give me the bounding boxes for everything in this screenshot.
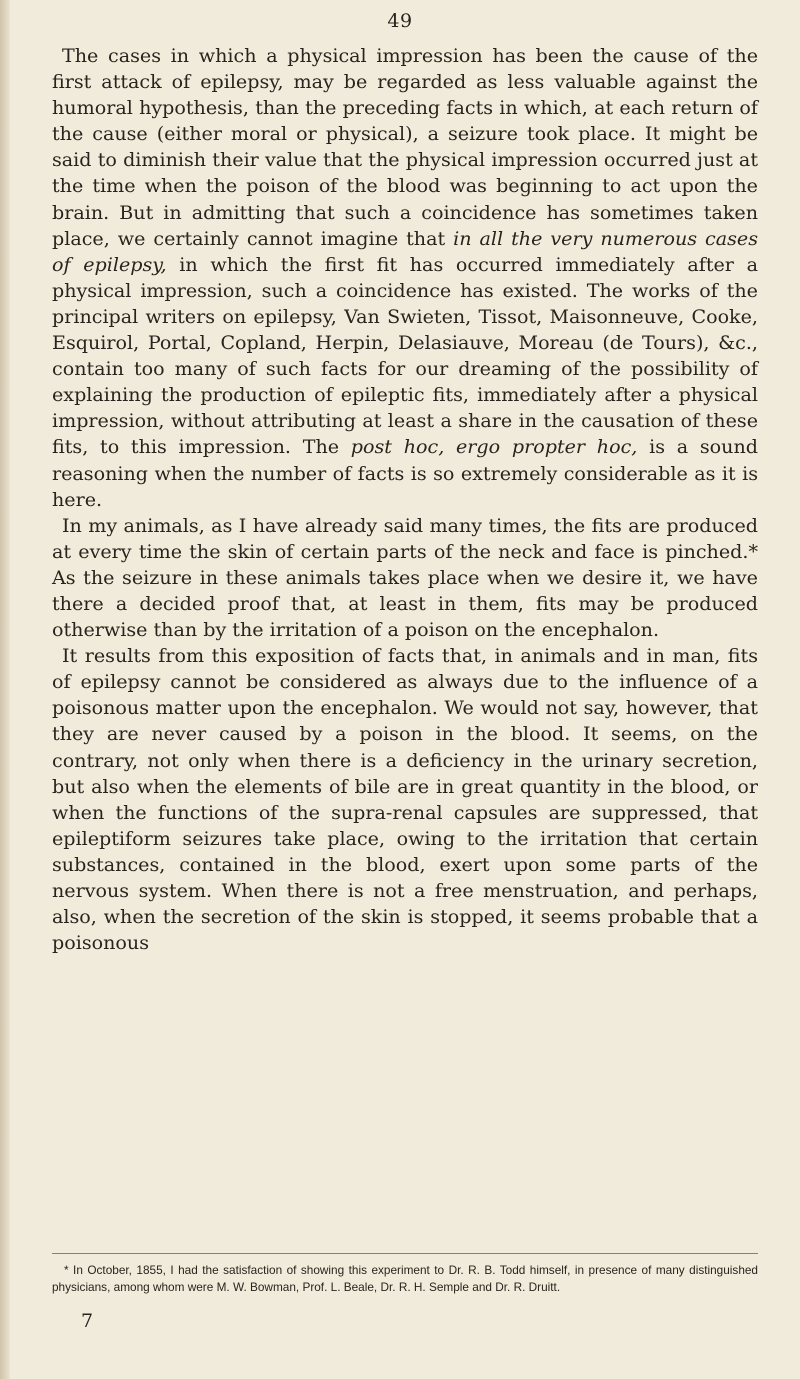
italic-run: in all the very numerous cases of epilepsy, <box>52 226 759 276</box>
italic-run: post hoc, ergo propter hoc, <box>350 435 638 459</box>
page-number: 49 <box>387 10 413 32</box>
paragraph-2 <box>52 513 758 643</box>
text-run: in which the first fit has occurred immediately after a physical impression, such a coincidence has existed. The works of the principal writers on epilepsy, Van Swieten, Tissot, Maisonneuve, Cooke, Esquirol, Portal, Copland, Herpin, Delasiauve, Moreau (de Tours), &c., contain too many of such facts for our dreaming of the possibility of explaining the production of epileptic fits, immediately after a physical impression, without attributing at least a share in the causation of these fits, to this impression. The <box>52 252 758 459</box>
footnote: * In October, 1855, I had the satisfaction of showing this experiment to Dr. R. B. Todd himself, in presence of many distinguished physicians, among whom were M. W. Bowman, Prof. L. Beale, Dr. R. H. Semple and Dr. R. Druitt. <box>52 1263 758 1294</box>
paragraph-3 <box>52 643 758 956</box>
text-run: is a sound reasoning when the number of facts is so extremely considerable as it is here. <box>52 435 758 511</box>
text-run: It results from this exposition of facts that, in animals and in man, fits of epilepsy cannot be considered as always due to the influence of a poisonous matter upon the encephalon. We would not say, however, that they are never caused by a poison in the blood. It seems, on the contrary, not only when there is a deficiency in the urinary secretion, but also when the elements of bile are in great quantity in the blood, or when the functions of the supra-renal capsules are suppressed, that epileptiform seizures take place, owing to the irritation that certain substances, contained in the blood, exert upon some parts of the nervous system. When there is not a free menstruation, and perhaps, also, when the secretion of the skin is stopped, it seems probable that a poisonous <box>52 644 758 955</box>
footnote-divider <box>52 1253 758 1254</box>
signature-mark: 7 <box>81 1310 94 1332</box>
text-run: The cases in which a physical impression has been the cause of the first attack of epilepsy, may be regarded as less valuable against the humoral hypothesis, than the preceding facts in which, at each return of the cause (either moral or physical), a seizure took place. It might be said to diminish their value that the physical impression occurred just at the time when the poison of the blood was beginning to act upon the brain. But in admitting that such a coincidence has sometimes taken place, we certainly cannot imagine that <box>52 44 758 250</box>
page-spine-shadow <box>0 0 10 1379</box>
text-run: In my animals, as I have already said many times, the fits are produced at every time the skin of certain parts of the neck and face is pinched.* As the seizure in these animals takes place when we desire it, we have there a decided proof that, at least in them, fits may be produced otherwise than by the irritation of a poison on the encephalon. <box>52 513 758 642</box>
body-text <box>52 43 758 956</box>
paragraph-1 <box>52 43 758 513</box>
